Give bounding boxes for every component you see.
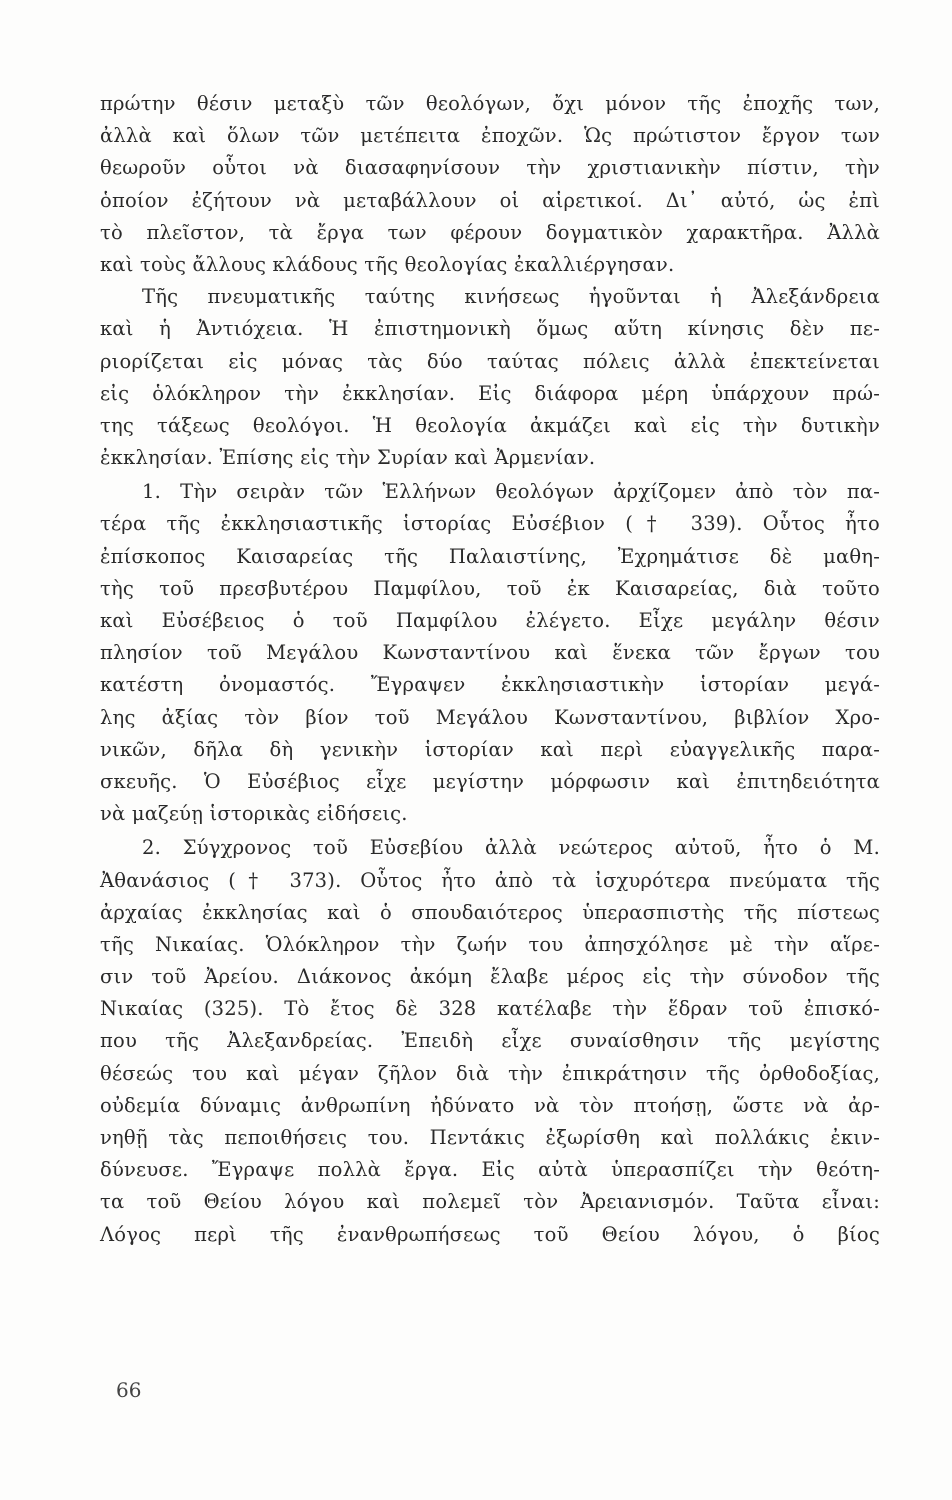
- text-line: ἐκκλησίαν. Ἐπίσης εἰς τὴν Συρίαν καὶ Ἀρμενίαν.: [100, 446, 596, 470]
- text-line: ὁποίον ἐζήτουν νὰ μεταβάλλουν οἱ αἱρετικοί. Δι᾿ αὐτό, ὡς ἐπὶ: [100, 188, 880, 212]
- text-line: λης ἀξίας τὸν βίον τοῦ Μεγάλου Κωνσταντίνου, βιβλίον Χρο-: [100, 705, 880, 729]
- text-line: εἰς ὁλόκληρον τὴν ἐκκλησίαν. Εἰς διάφορα μέρη ὑπάρχουν πρώ-: [100, 381, 880, 405]
- paragraph-start-line: 1. Τὴν σειρὰν τῶν Ἑλλήνων θεολόγων ἀρχίζομεν ἀπὸ τὸν πα-: [142, 480, 880, 504]
- text-line: νηθῇ τὰς πεποιθήσεις του. Πεντάκις ἐξωρίσθη καὶ πολλάκις ἐκιν-: [100, 1126, 880, 1149]
- text-line: κατέστη ὀνομαστός. Ἔγραψεν ἐκκλησιαστικὴν ἱστορίαν μεγά-: [100, 673, 880, 697]
- text-line: καὶ Εὐσέβειος ὁ τοῦ Παμφίλου ἐλέγετο. Εἶχε μεγάλην θέσιν: [100, 609, 880, 632]
- text-line: τὴς τοῦ πρεσβυτέρου Παμφίλου, τοῦ ἐκ Καισαρείας, διὰ τοῦτο: [100, 576, 880, 600]
- text-line: καὶ ἡ Ἀντιόχεια. Ἡ ἐπιστημονικὴ ὅμως αὕτη κίνησις δὲν πε-: [100, 317, 880, 341]
- text-line: Λόγος περὶ τῆς ἐνανθρωπήσεως τοῦ Θείου λόγου, ὁ βίος: [100, 1222, 880, 1246]
- text-line: νὰ μαζεύῃ ἱστορικὰς εἰδήσεις.: [100, 802, 408, 826]
- paragraph-start-line: 2. Σύγχρονος τοῦ Εὐσεβίου ἀλλὰ νεώτερος αὐτοῦ, ἦτο ὁ Μ.: [142, 836, 880, 860]
- text-line: οὐδεμία δύναμις ἀνθρωπίνη ἠδύνατο νὰ τὸν πτοήσῃ, ὥστε νὰ ἀρ-: [100, 1093, 880, 1117]
- text-line: ριορίζεται εἰς μόνας τὰς δύο ταύτας πόλεις ἀλλὰ ἐπεκτείνεται: [100, 349, 880, 373]
- page-number: 66: [116, 1378, 142, 1402]
- text-line: νικῶν, δῆλα δὴ γενικὴν ἱστορίαν καὶ περὶ εὐαγγελικῆς παρα-: [100, 737, 880, 761]
- text-line: που τῆς Ἀλεξανδρείας. Ἐπειδὴ εἶχε συναίσθησιν τῆς μεγίστης: [100, 1029, 880, 1053]
- text-line: τέρα τῆς ἐκκλησιαστικῆς ἱστορίας Εὐσέβιον († 339). Οὗτος ἦτο: [100, 512, 880, 536]
- body-text: [100, 88, 880, 1251]
- text-line: σκευῆς. Ὁ Εὐσέβιος εἶχε μεγίστην μόρφωσιν καὶ ἐπιτηδειότητα: [100, 769, 880, 793]
- text-line: Ἀθανάσιος († 373). Οὗτος ἦτο ἀπὸ τὰ ἰσχυρότερα πνεύματα τῆς: [100, 868, 880, 892]
- text-line: θεωροῦν οὗτοι νὰ διασαφηνίσουν τὴν χριστιανικὴν πίστιν, τὴν: [100, 156, 880, 180]
- text-line: τα τοῦ Θείου λόγου καὶ πολεμεῖ τὸν Ἀρειανισμόν. Ταῦτα εἶναι:: [100, 1190, 880, 1214]
- text-line: καὶ τοὺς ἄλλους κλάδους τῆς θεολογίας ἐκαλλιέργησαν.: [100, 252, 675, 276]
- text-line: τὸ πλεῖστον, τὰ ἔργα των φέρουν δογματικὸν χαρακτῆρα. Ἀλλὰ: [100, 220, 880, 244]
- text-line: πρώτην θέσιν μεταξὺ τῶν θεολόγων, ὄχι μόνον τῆς ἐποχῆς των,: [100, 92, 880, 115]
- text-line: δύνευσε. Ἔγραψε πολλὰ ἔργα. Εἰς αὐτὰ ὑπερασπίζει τὴν θεότη-: [100, 1158, 880, 1182]
- text-line: ἐπίσκοπος Καισαρείας τῆς Παλαιστίνης, Ἐχρημάτισε δὲ μαθη-: [100, 544, 880, 568]
- text-line: ἀρχαίας ἐκκλησίας καὶ ὁ σπουδαιότερος ὑπερασπιστὴς τῆς πίστεως: [100, 900, 880, 924]
- paragraph-start-line: Τῆς πνευματικῆς ταύτης κινήσεως ἡγοῦνται ἡ Ἀλεξάνδρεια: [142, 285, 880, 309]
- text-line: πλησίον τοῦ Μεγάλου Κωνσταντίνου καὶ ἕνεκα τῶν ἔργων του: [100, 641, 880, 665]
- text-line: τῆς Νικαίας. Ὁλόκληρον τὴν ζωήν του ἀπησχόλησε μὲ τὴν αἵρε-: [100, 932, 880, 956]
- text-line: της τάξεως θεολόγοι. Ἡ θεολογία ἀκμάζει καὶ εἰς τὴν δυτικὴν: [100, 413, 880, 437]
- text-line: θέσεώς του καὶ μέγαν ζῆλον διὰ τὴν ἐπικράτησιν τῆς ὀρθοδοξίας,: [100, 1061, 880, 1085]
- text-line: σιν τοῦ Ἀρείου. Διάκονος ἀκόμη ἔλαβε μέρος εἰς τὴν σύνοδον τῆς: [100, 965, 880, 989]
- text-line: Νικαίας (325). Τὸ ἔτος δὲ 328 κατέλαβε τὴν ἕδραν τοῦ ἐπισκό-: [100, 997, 880, 1021]
- text-line: ἀλλὰ καὶ ὅλων τῶν μετέπειτα ἐποχῶν. Ὡς πρώτιστον ἔργον των: [100, 124, 880, 148]
